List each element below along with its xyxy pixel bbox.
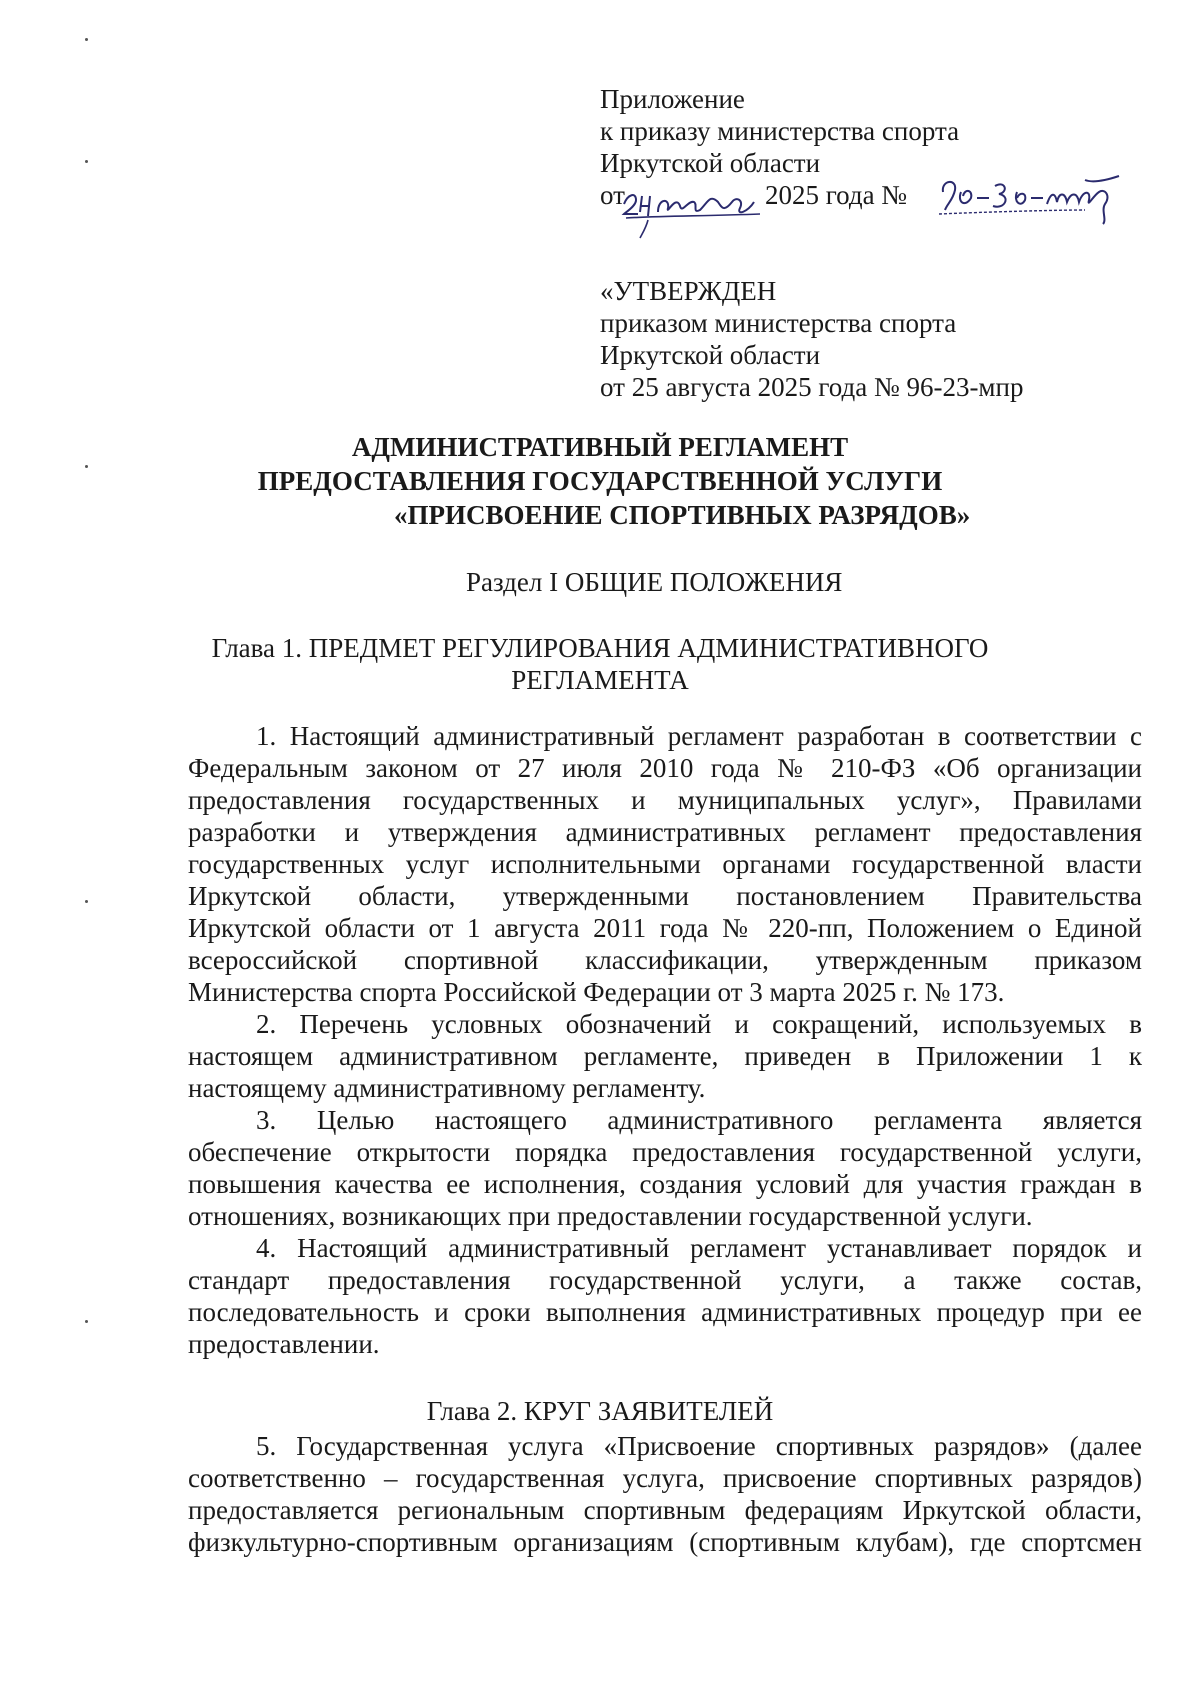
scan-speck xyxy=(85,1320,88,1323)
paragraph-line: обеспечение открытости порядка предоставления государственной услуги, xyxy=(188,1137,1142,1167)
paragraph-line: Иркутской области, утвержденными постановлением Правительства xyxy=(188,881,1142,911)
paragraph-line: повышения качества ее исполнения, создания условий для участия граждан в xyxy=(188,1169,1142,1199)
paragraph-line: Иркутской области от 1 августа 2011 года № 220-пп, Положением о Единой xyxy=(188,913,1142,943)
paragraph-5 xyxy=(188,1430,1142,1558)
appendix-line-1: Приложение xyxy=(600,84,745,114)
scan-speck xyxy=(85,900,88,903)
appendix-line-3: Иркутской области xyxy=(600,148,821,178)
paragraph-line: предоставлении. xyxy=(188,1329,380,1359)
section-heading: Раздел I ОБЩИЕ ПОЛОЖЕНИЯ xyxy=(466,567,843,597)
title-line-2: ПРЕДОСТАВЛЕНИЯ ГОСУДАРСТВЕННОЙ УСЛУГИ xyxy=(257,466,943,496)
paragraph-2 xyxy=(188,1008,1142,1104)
paragraph-line: Федеральным законом от 27 июля 2010 года № 210-ФЗ «Об организации xyxy=(188,753,1142,783)
paragraph-line: 2. Перечень условных обозначений и сокращений, используемых в xyxy=(256,1009,1142,1039)
approved-line-1: «УТВЕРЖДЕН xyxy=(600,276,777,306)
paragraph-line: настоящему административному регламенту. xyxy=(188,1073,706,1103)
paragraph-line: 1. Настоящий административный регламент разработан в соответствии с xyxy=(256,721,1142,751)
paragraph-line: всероссийской спортивной классификации, утвержденным приказом xyxy=(188,945,1142,975)
handwritten-number xyxy=(935,170,1125,226)
handwritten-date xyxy=(618,172,768,242)
paragraph-line: государственных услуг исполнительными органами государственной власти xyxy=(188,849,1142,879)
paragraph-line: разработки и утверждения административных регламент предоставления xyxy=(188,817,1142,847)
chapter-1-line-1: Глава 1. ПРЕДМЕТ РЕГУЛИРОВАНИЯ АДМИНИСТРАТИВНОГО xyxy=(211,633,989,663)
title-line-1: АДМИНИСТРАТИВНЫЙ РЕГЛАМЕНТ xyxy=(351,432,849,462)
paragraph-4 xyxy=(188,1232,1142,1360)
paragraph-line: 4. Настоящий административный регламент устанавливает порядок и xyxy=(256,1233,1142,1263)
paragraph-line: 5. Государственная услуга «Присвоение спортивных разрядов» (далее xyxy=(256,1431,1142,1461)
appendix-line-2: к приказу министерства спорта xyxy=(600,116,960,146)
paragraph-line: физкультурно-спортивным организациям (спортивным клубам), где спортсмен xyxy=(188,1527,1142,1557)
paragraph-3 xyxy=(188,1104,1142,1232)
chapter-2-heading: Глава 2. КРУГ ЗАЯВИТЕЛЕЙ xyxy=(426,1396,774,1426)
paragraph-line: предоставления государственных и муниципальных услуг», Правилами xyxy=(188,785,1142,815)
paragraph-line: последовательность и сроки выполнения административных процедур при ее xyxy=(188,1297,1142,1327)
paragraph-line: 3. Целью настоящего административного регламента является xyxy=(256,1105,1142,1135)
paragraph-line: соответственно – государственная услуга, присвоение спортивных разрядов) xyxy=(188,1463,1142,1493)
paragraph-line: Министерства спорта Российской Федерации от 3 марта 2025 г. № 173. xyxy=(188,977,1005,1007)
chapter-1-line-2: РЕГЛАМЕНТА xyxy=(511,665,689,695)
approved-line-2: приказом министерства спорта xyxy=(600,308,957,338)
paragraph-line: отношениях, возникающих при предоставлении государственной услуги. xyxy=(188,1201,1033,1231)
scan-speck xyxy=(85,160,88,163)
paragraph-1 xyxy=(188,720,1142,1008)
title-line-3: «ПРИСВОЕНИЕ СПОРТИВНЫХ РАЗРЯДОВ» xyxy=(394,500,971,530)
approved-line-3: Иркутской области xyxy=(600,340,821,370)
date-suffix: 2025 года № xyxy=(764,180,908,210)
approved-line-4: от 25 августа 2025 года № 96-23-мпр xyxy=(600,372,1024,402)
paragraph-line: предоставляется региональным спортивным федерациям Иркутской области, xyxy=(188,1495,1142,1525)
scan-speck xyxy=(85,38,88,41)
date-prefix: от xyxy=(600,180,625,210)
paragraph-line: стандарт предоставления государственной услуги, а также состав, xyxy=(188,1265,1142,1295)
paragraph-line: настоящем административном регламенте, приведен в Приложении 1 к xyxy=(188,1041,1142,1071)
